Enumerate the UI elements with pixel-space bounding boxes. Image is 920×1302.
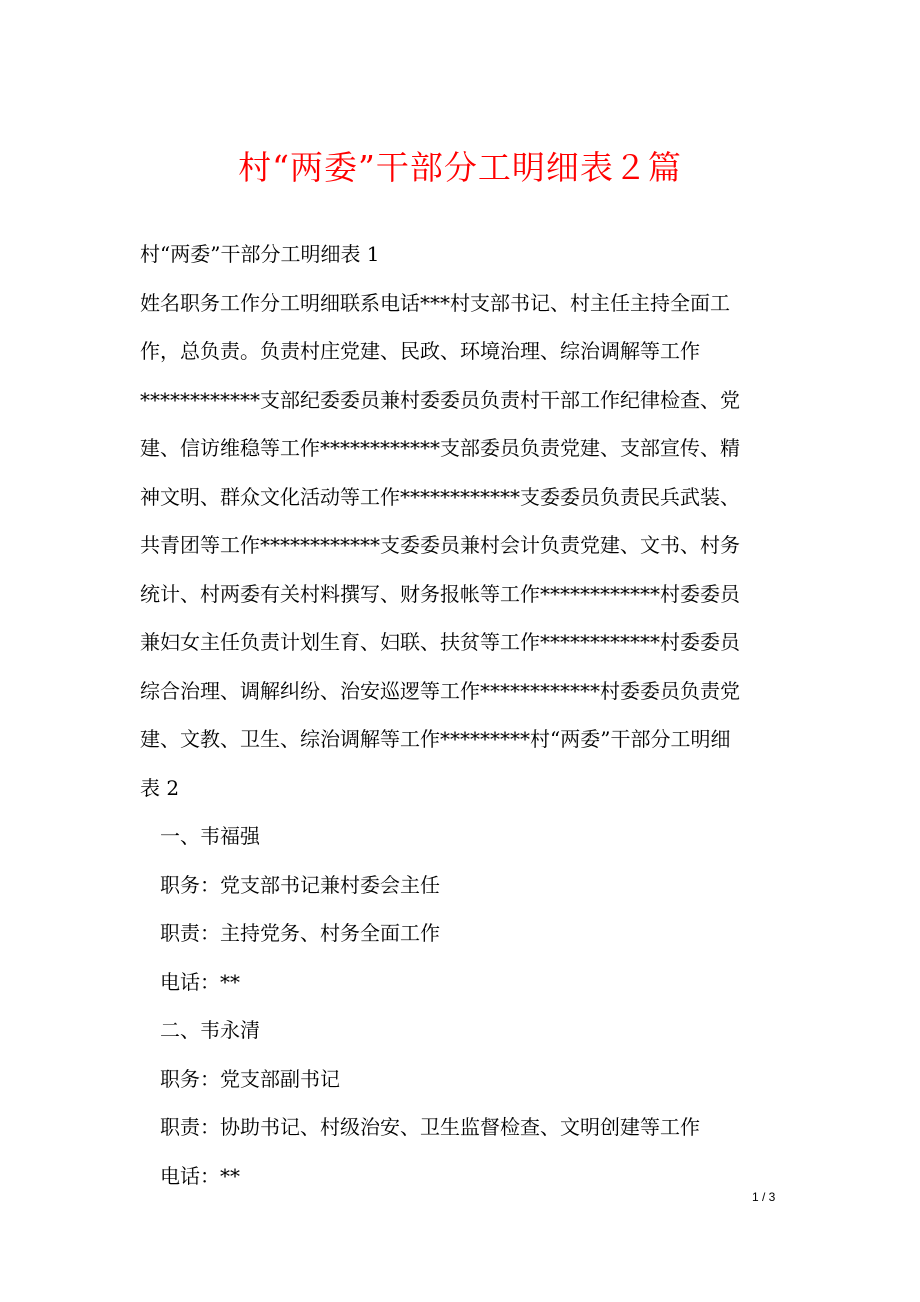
paragraph-line: 姓名职务工作分工明细联系电话***村支部书记、村主任主持全面工 — [140, 290, 730, 315]
subtitle-line: 村“两委”干部分工明细表 1 — [140, 242, 380, 266]
paragraph-line: 建、信访维稳等工作************支部委员负责党建、支部宣传、精 — [140, 436, 740, 460]
document-body — [140, 230, 790, 1200]
paragraph-line: 统计、村两委有关村料撰写、财务报帐等工作************村委委员 — [140, 581, 740, 606]
section-duty: 职责：主持党务、村务全面工作 — [160, 921, 440, 945]
section-position: 职务：党支部副书记 — [160, 1066, 340, 1091]
section-phone: 电话：** — [160, 969, 240, 994]
paragraph-line: 综合治理、调解纠纷、治安巡逻等工作************村委委员负责党 — [140, 678, 740, 703]
paragraph-line: 神文明、群众文化活动等工作************支委委员负责民兵武装、 — [140, 484, 740, 509]
section-heading: 一、韦福强 — [160, 824, 260, 848]
paragraph-line: 作，总负责。负责村庄党建、民政、环境治理、综治调解等工作 — [140, 339, 700, 363]
section-phone: 电话：** — [160, 1163, 240, 1188]
section-position: 职务：党支部书记兼村委会主任 — [160, 872, 440, 897]
section-duty: 职责：协助书记、村级治安、卫生监督检查、文明创建等工作 — [160, 1115, 700, 1139]
paragraph-line: 表 2 — [140, 775, 180, 800]
paragraph-line: 兼妇女主任负责计划生育、妇联、扶贫等工作************村委委员 — [140, 630, 740, 654]
section-heading: 二、韦永清 — [160, 1018, 260, 1042]
page-number: 1 / 3 — [752, 1190, 776, 1204]
document-title: 村“两委”干部分工明细表２篇 — [238, 148, 682, 187]
paragraph-line: ************支部纪委委员兼村委委员负责村干部工作纪律检查、党 — [140, 387, 740, 412]
paragraph-line: 共青团等工作************支委委员兼村会计负责党建、文书、村务 — [140, 533, 740, 557]
paragraph-line: 建、文教、卫生、综治调解等工作*********村“两委”干部分工明细 — [140, 727, 731, 751]
